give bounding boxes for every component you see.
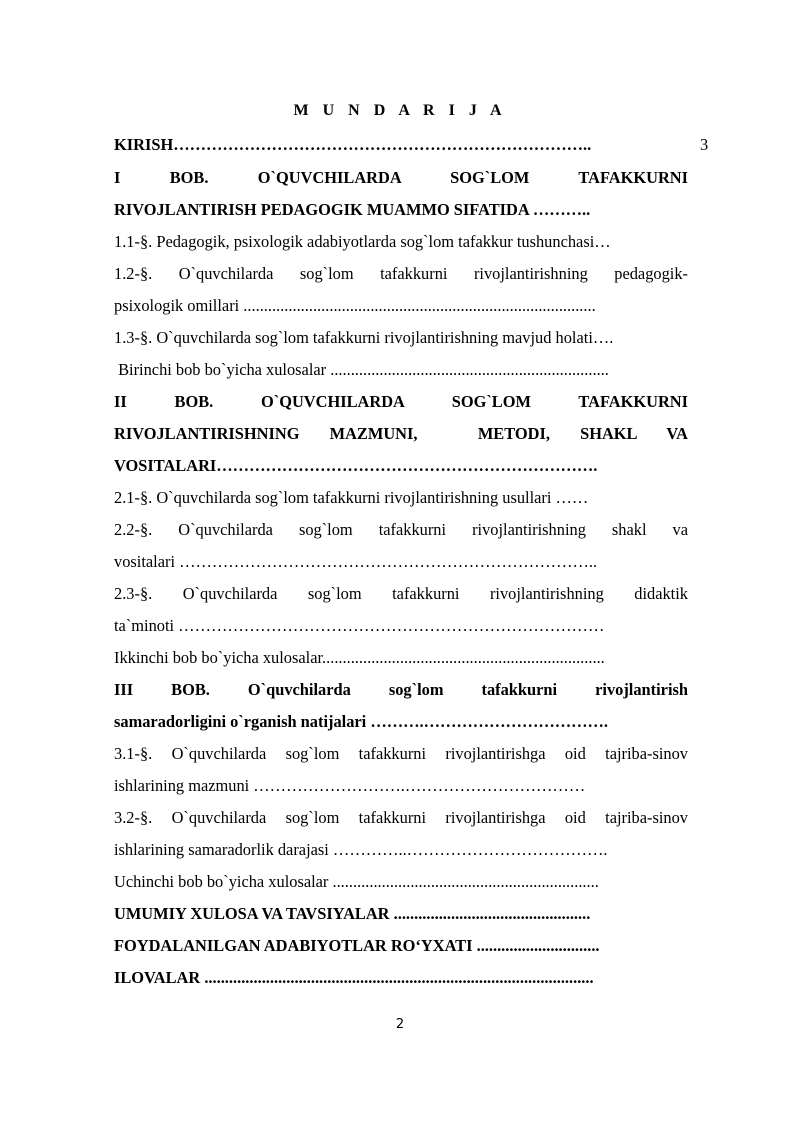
toc-section-1-2-cont: psixologik omillari ...................................................................................... [114,296,596,315]
page-title: M U N D A R I J A [293,102,507,119]
toc-section-2-3: 2.3-§. O`quvchilarda sog`lom tafakkurni rivojlantirishning didaktik [114,584,688,603]
toc-chapter-3-conclusion: Uchinchi bob bo`yicha xulosalar ................................................................. [114,872,599,891]
toc-section-3-1: 3.1-§. O`quvchilarda sog`lom tafakkurni rivojlantirishga oid tajriba-sinov [114,744,688,763]
toc-chapter-2-conclusion: Ikkinchi bob bo`yicha xulosalar..................................................................... [114,648,605,667]
toc-chapter-1-conclusion: Birinchi bob bo`yicha xulosalar .................................................................... [114,360,609,379]
toc-chapter-3-heading-cont: samaradorligini o`rganish natijalari ……….……………………………. [114,712,608,731]
toc-chapter-1-heading: I BOB. O`QUVCHILARDA SOG`LOM TAFAKKURNI [114,168,688,187]
toc-section-3-2-cont: ishlarining samaradorlik darajasi …………..………………………………. [114,840,608,859]
toc-section-2-1: 2.1-§. O`quvchilarda sog`lom tafakkurni rivojlantirishning usullari …… [114,488,589,507]
toc-appendices: ILOVALAR ............................................................................................... [114,968,594,987]
toc-section-1-2: 1.2-§. O`quvchilarda sog`lom tafakkurni rivojlantirishning pedagogik- [114,264,688,283]
page-number: 2 [395,1017,405,1032]
toc-section-1-3: 1.3-§. O`quvchilarda sog`lom tafakkurni rivojlantirishning mavjud holati…. [114,328,614,347]
toc-entry-kirish: KIRISH………………………………………………………………….. [114,135,592,154]
toc-section-3-2: 3.2-§. O`quvchilarda sog`lom tafakkurni rivojlantirishga oid tajriba-sinov [114,808,688,827]
toc-chapter-3-heading: III BOB. O`quvchilarda sog`lom tafakkurni rivojlantirish [114,680,688,699]
toc-section-2-2-cont: vositalari ………………………………………………………………….. [114,552,598,571]
toc-page-number: 3 [700,135,709,154]
toc-conclusions: UMUMIY XULOSA VA TAVSIYALAR ................................................ [114,904,591,923]
toc-chapter-2-heading-end: VOSITALARI……………………………………………………………. [114,456,598,475]
toc-section-2-2: 2.2-§. O`quvchilarda sog`lom tafakkurni rivojlantirishning shakl va [114,520,688,539]
toc-chapter-2-heading-cont: RIVOJLANTIRISHNING MAZMUNI, METODI, SHAKL VA [114,424,688,443]
toc-section-1-1: 1.1-§. Pedagogik, psixologik adabiyotlarda sog`lom tafakkur tushunchasi… [114,232,611,251]
toc-section-2-3-cont: ta`minoti …………………………………………………………………… [114,616,605,635]
toc-chapter-1-heading-cont: RIVOJLANTIRISH PEDAGOGIK MUAMMO SIFATIDA ……….. [114,200,591,219]
toc-bibliography: FOYDALANILGAN ADABIYOTLAR RO‘YXATI .............................. [114,936,600,955]
toc-section-3-1-cont: ishlarining mazmuni ……………………….…………………………… [114,776,586,795]
toc-chapter-2-heading: II BOB. O`QUVCHILARDA SOG`LOM TAFAKKURNI [114,392,688,411]
